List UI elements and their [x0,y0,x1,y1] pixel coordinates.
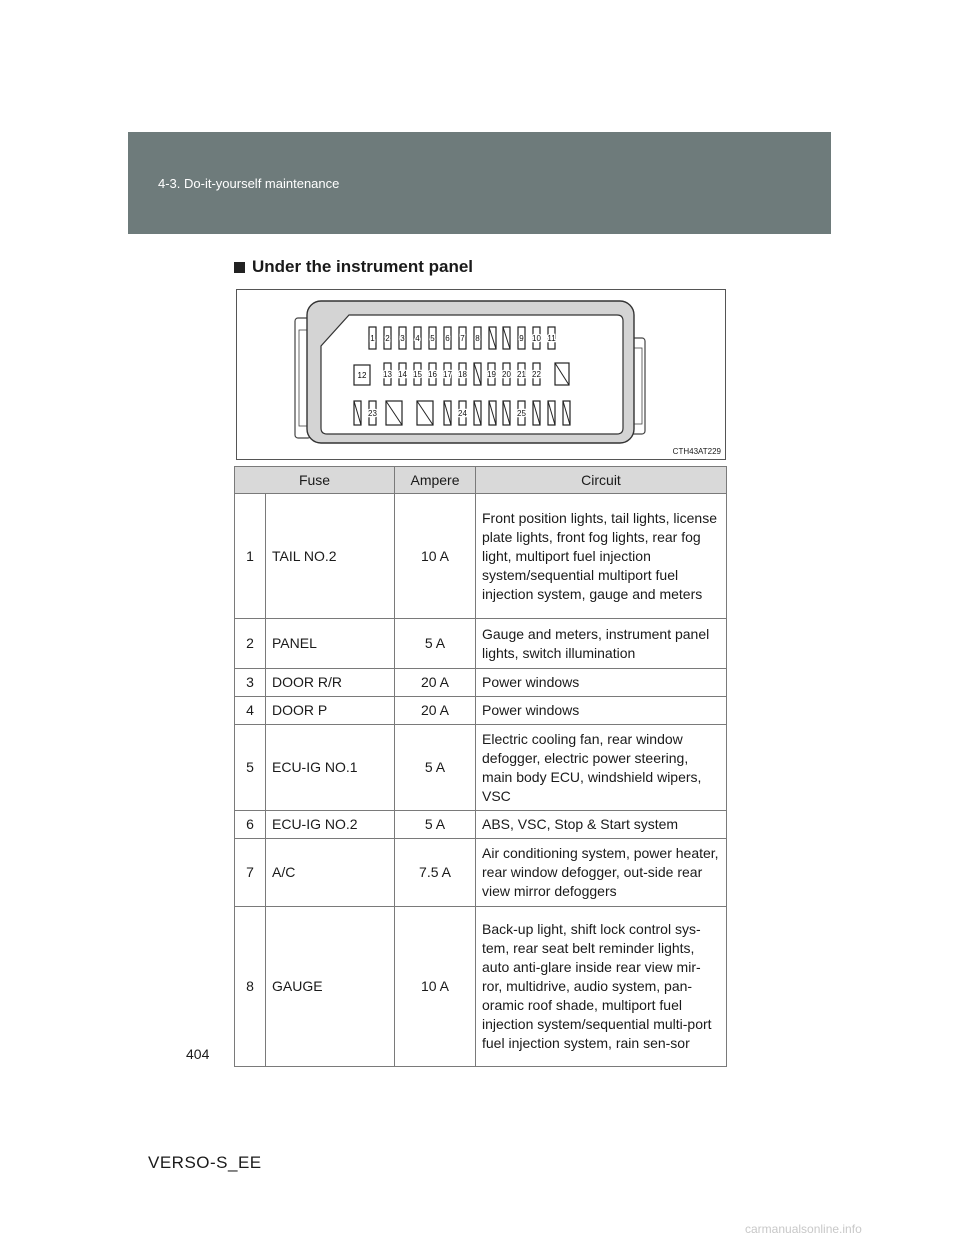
ampere-column-header: Ampere [395,467,476,494]
fuse-label: 18 [458,370,467,379]
fuse-label: 17 [443,370,452,379]
table-row [235,839,727,907]
fuse-ampere: 20 A [395,697,476,725]
fuse-ampere: 5 A [395,811,476,839]
fuse-box-illustration [237,290,725,459]
table-row [235,669,727,697]
section-title: 4-3. Do-it-yourself maintenance [158,176,340,191]
fuse-name: A/C [266,839,395,907]
table-row [235,494,727,619]
square-bullet-icon [234,262,245,273]
fuse-number: 5 [235,725,266,811]
table-row [235,907,727,1067]
fuse-circuit: Air conditioning system, power heater, rear window defogger, out-side rear view mirror defoggers [476,839,727,907]
fuse-name: ECU-IG NO.2 [266,811,395,839]
fuse-circuit: Gauge and meters, instrument panel lights, switch illumination [476,619,727,669]
fuse-table [234,466,727,1067]
fuse-circuit: Power windows [476,669,727,697]
table-header-row [235,467,727,494]
table-row [235,697,727,725]
fuse-circuit: Front position lights, tail lights, license plate lights, front fog lights, rear fog light, multiport fuel injection system/sequential multiport fuel injection system, gauge and meters [476,494,727,619]
fuse-label: 16 [428,370,437,379]
fuse-label: 25 [517,409,526,418]
fuse-ampere: 10 A [395,907,476,1067]
fuse-circuit: ABS, VSC, Stop & Start system [476,811,727,839]
subsection-heading-text: Under the instrument panel [252,257,474,276]
fuse-label: 11 [547,334,556,343]
fuse-label: 9 [519,334,524,343]
fuse-label: 7 [460,334,465,343]
fuse-name: ECU-IG NO.1 [266,725,395,811]
fuse-number: 1 [235,494,266,619]
fuse-label: 3 [400,334,405,343]
fuse-circuit: Back-up light, shift lock control sys-tem, rear seat belt reminder lights, auto anti-glare inside rear view mir-ror, multidrive, audio system, pan-oramic roof shade, multiport fuel injection system/sequential multi-port fuel injection system, rain sen-sor [476,907,727,1067]
fuse-name: GAUGE [266,907,395,1067]
fuse-number: 2 [235,619,266,669]
figure-code: CTH43AT229 [672,447,721,456]
model-code: VERSO-S_EE [148,1153,262,1172]
fuse-label: 19 [487,370,496,379]
fuse-number: 7 [235,839,266,907]
fuse-name: PANEL [266,619,395,669]
fuse-label: 22 [532,370,541,379]
fuse-box-diagram [236,289,726,460]
fuse-number: 6 [235,811,266,839]
fuse-label: 14 [398,370,407,379]
fuse-circuit: Electric cooling fan, rear window defogger, electric power steering, main body ECU, windshield wipers, VSC [476,725,727,811]
fuse-column-header: Fuse [235,467,395,494]
table-row [235,619,727,669]
fuse-label: 2 [385,334,390,343]
fuse-circuit: Power windows [476,697,727,725]
fuse-label: 13 [383,370,392,379]
fuse-ampere: 7.5 A [395,839,476,907]
fuse-label: 24 [458,409,467,418]
fuse-ampere: 5 A [395,725,476,811]
fuse-name: DOOR P [266,697,395,725]
fuse-label: 20 [502,370,511,379]
fuse-ampere: 5 A [395,619,476,669]
fuse-label: 21 [517,370,526,379]
fuse-name: DOOR R/R [266,669,395,697]
fuse-name: TAIL NO.2 [266,494,395,619]
fuse-number: 8 [235,907,266,1067]
fuse-label: 5 [430,334,435,343]
table-row [235,811,727,839]
fuse-label: 6 [445,334,450,343]
fuse-label: 12 [357,371,367,380]
watermark-text: carmanualsonline.info [745,1222,862,1236]
fuse-label: 8 [475,334,480,343]
fuse-number: 3 [235,669,266,697]
fuse-label: 1 [370,334,375,343]
table-row [235,725,727,811]
subsection-heading [234,257,473,277]
fuse-label: 10 [532,334,541,343]
fuse-label: 15 [413,370,422,379]
fuse-ampere: 10 A [395,494,476,619]
fuse-number: 4 [235,697,266,725]
fuse-label: 23 [368,409,377,418]
fuse-label: 4 [415,334,420,343]
circuit-column-header: Circuit [476,467,727,494]
fuse-ampere: 20 A [395,669,476,697]
page-number: 404 [186,1046,210,1062]
